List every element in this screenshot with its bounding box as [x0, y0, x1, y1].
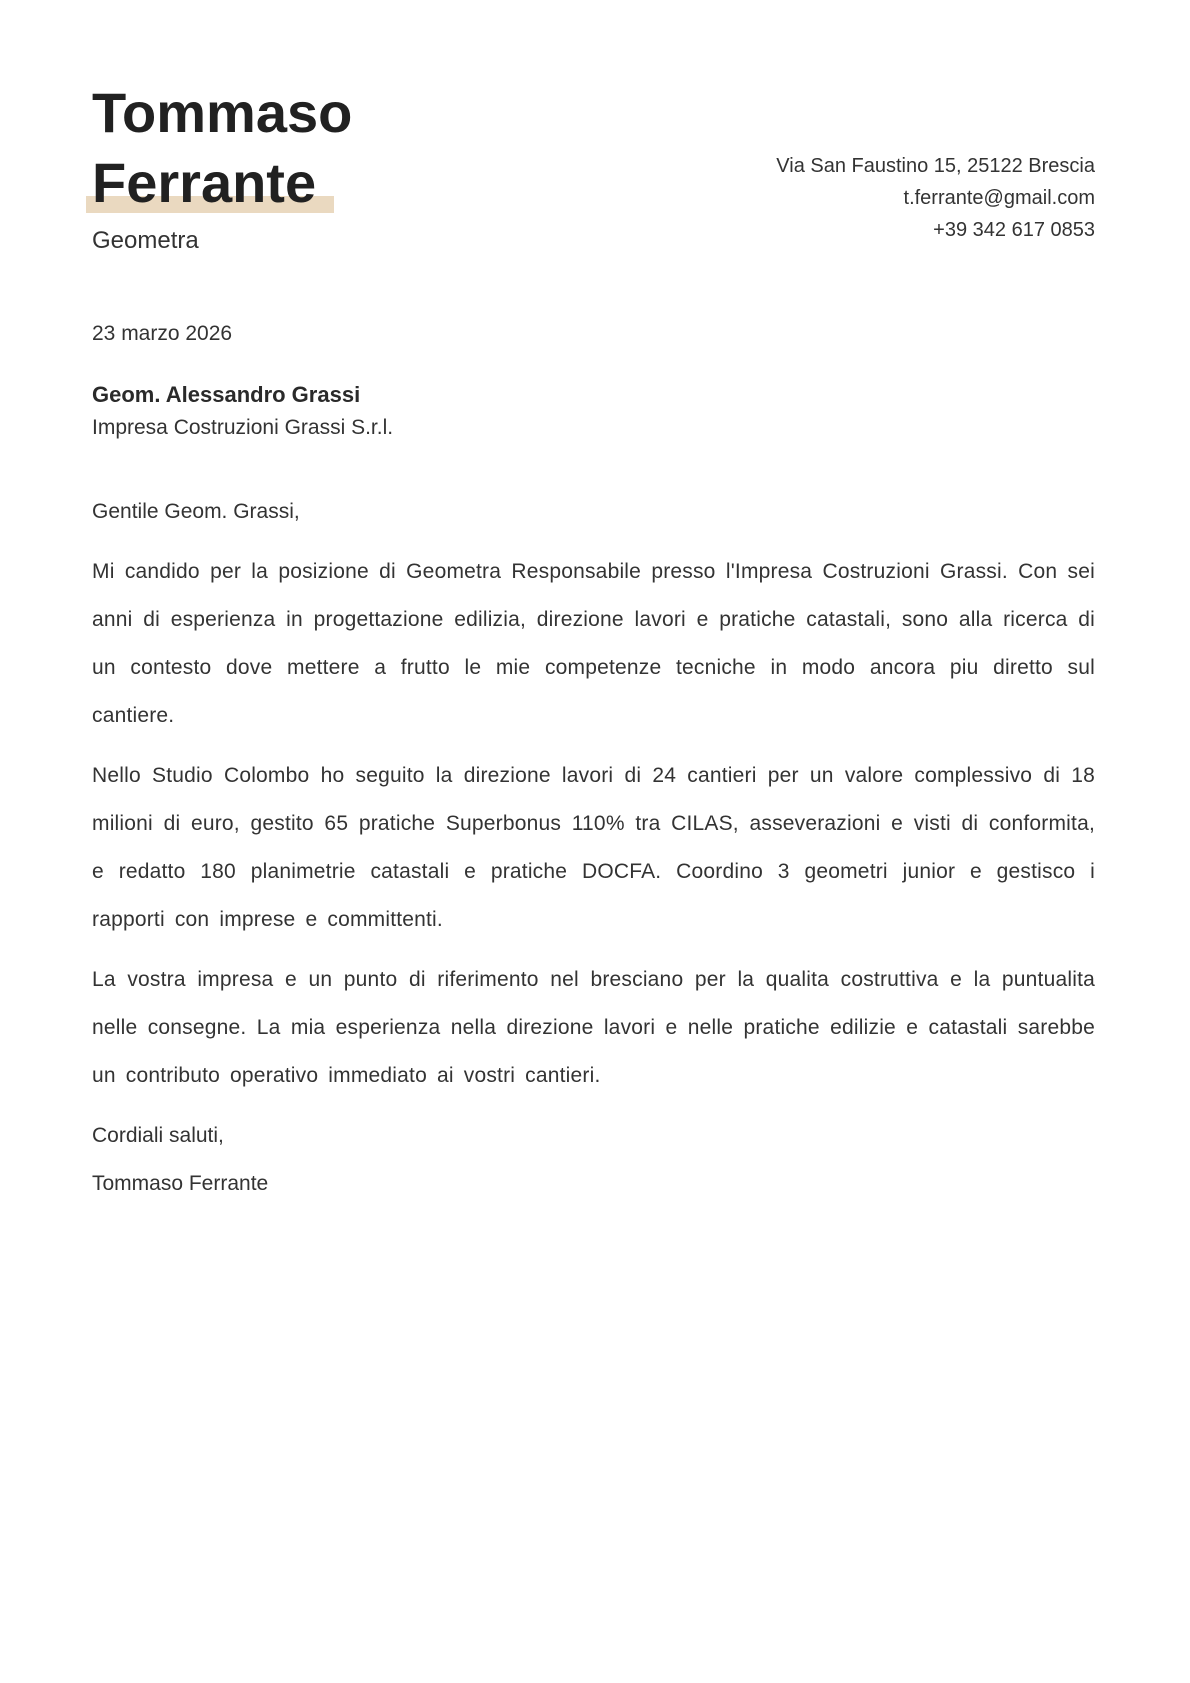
recipient-name: Geom. Alessandro Grassi	[92, 382, 361, 407]
contact-email: t.ferrante@gmail.com	[903, 187, 1095, 209]
sender-last-name-wrap	[92, 148, 316, 218]
contact-address: Via San Faustino 15, 25122 Brescia	[776, 155, 1095, 177]
recipient-block	[92, 378, 1095, 444]
letter-date: 23 marzo 2026	[92, 322, 233, 345]
signature-name: Tommaso Ferrante	[92, 1172, 269, 1195]
letter-paragraph: La vostra impresa e un punto di riferimento nel bresciano per la qualita costruttiva e la puntualita nelle consegne. La mia esperienza nella direzione lavori e nelle pratiche edilizie e catastali sarebbe un contributo operativo immediato ai vostri cantieri.	[92, 968, 1095, 1087]
sender-job-title: Geometra	[92, 227, 199, 254]
closing-salutation: Cordiali saluti,	[92, 1124, 224, 1147]
letter-paragraph: Nello Studio Colombo ho seguito la direzione lavori di 24 cantieri per un valore complessivo di 18 milioni di euro, gestito 65 pratiche Superbonus 110% tra CILAS, asseverazioni e visti di conformita, e redatto 180 planimetrie catastali e pratiche DOCFA. Coordino 3 geometri junior e gestisco i rapporti con imprese e committenti.	[92, 764, 1095, 931]
contact-block	[776, 78, 1095, 246]
letter-body	[92, 488, 1095, 1208]
greeting: Gentile Geom. Grassi,	[92, 500, 300, 523]
letter-header	[92, 78, 1095, 256]
letter-paragraph: Mi candido per la posizione di Geometra Responsabile presso l'Impresa Costruzioni Grassi. Con sei anni di esperienza in progettazione edilizia, direzione lavori e pratiche catastali, sono alla ricerca di un contesto dove mettere a frutto le mie competenze tecniche in modo ancora piu diretto sul cantiere.	[92, 560, 1095, 727]
sender-first-name: Tommaso	[92, 81, 353, 144]
contact-phone: +39 342 617 0853	[933, 219, 1095, 241]
sender-last-name: Ferrante	[92, 151, 317, 214]
recipient-company: Impresa Costruzioni Grassi S.r.l.	[92, 416, 394, 439]
sender-name	[92, 78, 352, 218]
sender-identity	[92, 78, 352, 256]
